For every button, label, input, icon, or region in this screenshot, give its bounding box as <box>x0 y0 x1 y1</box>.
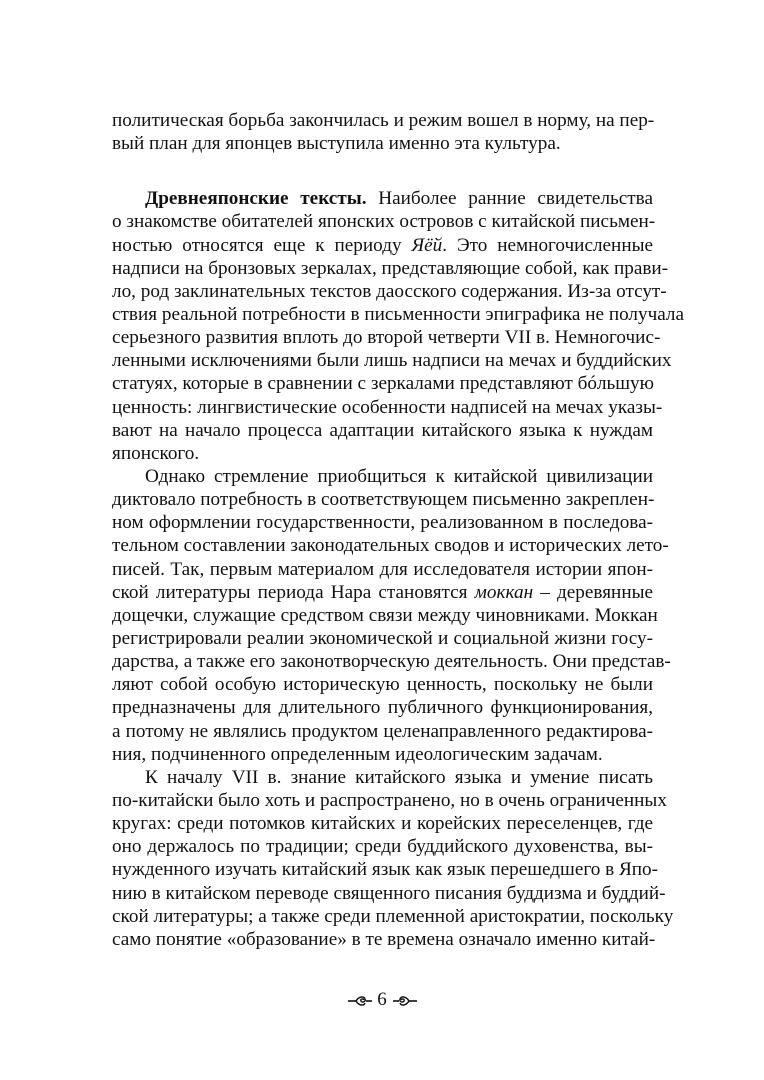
text-line: ло, род заклинательных текстов даосского содержания. Из-за отсут- <box>112 280 667 302</box>
text-run: . Это немногочисленные <box>442 234 653 256</box>
text-line: серьезного развития вплоть до второй четверти VII в. Немногочис- <box>112 327 661 349</box>
text-line: оно держалось по традиции; среди буддийского духовенства, вы- <box>112 836 653 858</box>
text-line: вают на начало процесса адаптации китайского языка к нуждам <box>112 419 653 441</box>
text-line: ленными исключениями были лишь надписи на мечах и буддийских <box>112 350 672 372</box>
text-line: кругах: среди потомков китайских и корейских переселенцев, где <box>112 813 653 835</box>
text-line: ном оформлении государственности, реализованном в последова- <box>112 512 653 534</box>
text-line: ценность: лингвистические особенности надписей на мечах указы- <box>112 396 663 418</box>
italic-term: Яёй <box>411 234 443 256</box>
text-run: ностью относятся еще к периоду <box>112 234 412 256</box>
text-line: тельном составлении законодательных сводов и исторических лето- <box>112 535 669 557</box>
text-line: К началу VII в. знание китайского языка и умение писать <box>145 766 653 788</box>
text-line: диктовало потребность в соответствующем письменно закреплен- <box>112 489 655 511</box>
section-gap <box>112 155 653 187</box>
text-line: статуях, которые в сравнении с зеркалами представляют бóльшую <box>112 373 654 395</box>
text-line: о знакомстве обитателей японских островов с китайской письмен- <box>112 211 656 233</box>
text-line: ляют собой особую историческую ценность, поскольку не были <box>112 674 653 696</box>
text-line: нию в китайском переводе священного писания буддизма и буддий- <box>112 882 666 904</box>
text-run: ской литературы периода Нара становятся <box>112 581 475 603</box>
text-line: само понятие «образование» в те времена означало именно китай- <box>112 928 656 950</box>
paragraph <box>112 187 685 465</box>
text-line: по-китайски было хоть и распространено, но в очень ограниченных <box>112 789 667 811</box>
text-line <box>112 581 653 604</box>
paragraph <box>112 465 671 766</box>
left-ornament-icon <box>347 995 373 1007</box>
text-line: а потому не являлись продуктом целенаправленного редактирова- <box>112 720 653 742</box>
text-line: ствия реальной потребности в письменности эпиграфика не получала <box>112 303 685 325</box>
right-ornament-icon <box>392 995 418 1007</box>
text-line: японского. <box>112 442 200 464</box>
text-line: надписи на бронзовых зеркалах, представляющие собой, как прави- <box>112 257 669 279</box>
text-line: ской литературы; а также среди племенной аристократии, поскольку <box>112 905 674 927</box>
page-number: 6 <box>377 989 387 1010</box>
text-line: вый план для японцев выступила именно эта культура. <box>112 133 561 155</box>
text-line <box>112 187 653 210</box>
paragraph <box>112 109 653 155</box>
italic-term: моккан <box>474 581 534 603</box>
text-line: Однако стремление приобщиться к китайской цивилизации <box>145 465 653 487</box>
text-line: предназначены для длительного публичного функционирования, <box>112 697 653 719</box>
page-body <box>112 109 685 951</box>
text-line: писей. Так, первым материалом для исследователя истории япон- <box>112 558 653 580</box>
text-line: нужденного изучать китайский язык как язык перешедшего в Япо- <box>112 859 659 881</box>
paragraph <box>112 766 674 951</box>
page-footer <box>0 988 764 1012</box>
text-run: Наиболее ранние свидетельства <box>366 188 653 210</box>
text-line: ния, подчиненного определенным идеологическим задачам. <box>112 743 603 765</box>
text-line: регистрировали реалии экономической и социальной жизни госу- <box>112 627 653 649</box>
section-heading: Древнеяпонские тексты. <box>145 188 367 210</box>
text-line: дощечки, служащие средством связи между чиновниками. Моккан <box>112 604 658 626</box>
text-line: дарства, а также его законотворческую деятельность. Они представ- <box>112 651 671 673</box>
text-line: политическая борьба закончилась и режим вошел в норму, на пер- <box>112 110 655 131</box>
text-run: – деревянные <box>533 581 653 603</box>
text-line <box>112 234 653 257</box>
